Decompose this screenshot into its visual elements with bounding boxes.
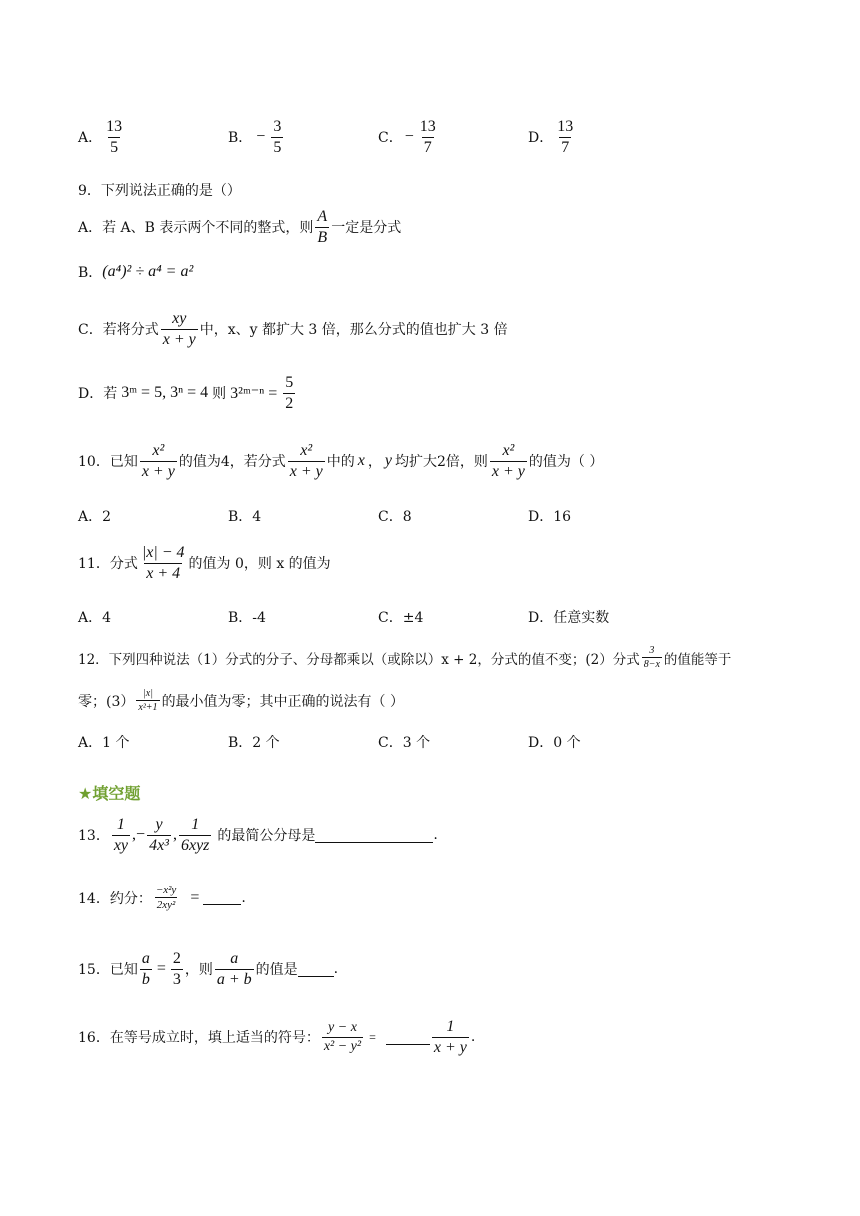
q9-option-d: D．若 3ᵐ = 5, 3ⁿ = 4 则 3²ᵐ⁻ⁿ = $\frac{5}{2}$: [78, 374, 294, 412]
fraction: $\frac{\text{−x²y}}{\text{2xy²}}$: [155, 884, 177, 912]
q9-option-a: A．若 A、B 表示两个不同的整式，则 $\frac{A}{B}$ 一定是分式: [78, 208, 402, 246]
q10-stem: 10．已知 $\frac{\text{x²}}{x + y}$ 的值为4，若分式 $\frac{\text{x²}}{x + y}$ 中的 x ， y 均扩大2倍，则 $\frac{\text{x²}}{x + y}$ 的值为（ ）: [78, 442, 604, 480]
answer-blank[interactable]: [315, 828, 433, 843]
fraction: $\frac{\text{x²}}{x + y}$: [289, 442, 323, 480]
q12-option-a: A．1 个: [78, 735, 130, 751]
q11-option-d: D．任意实数: [528, 610, 610, 626]
section-title: ★填空题: [78, 784, 141, 803]
q8-option-c: C． − $\frac{13}{7}$: [378, 118, 436, 156]
q11-option-c: C．±4: [378, 610, 424, 626]
fraction: $\frac{13}{7}$: [419, 118, 436, 156]
q16: 16．在等号成立时，填上适当的符号： $\frac{y - x}{\text{x² − y²}}$ = $\frac{1}{x + y}$ .: [78, 1018, 476, 1056]
q11-option-b: B．-4: [228, 610, 266, 626]
q12-option-c: C．3 个: [378, 735, 431, 751]
fraction: $\frac{3}{5}$: [273, 118, 282, 156]
fraction: $\frac{1}{\text{6xyz}}$: [180, 816, 210, 854]
q9-option-c: C．若将分式 $\frac{xy}{x + y}$ 中，x、y 都扩大 3 倍，那么分式的值也扩大 3 倍: [78, 310, 508, 348]
answer-blank[interactable]: [298, 962, 334, 977]
answer-blank[interactable]: [386, 1030, 430, 1045]
q8-option-b: B． − $\frac{3}{5}$: [228, 118, 282, 156]
q10-option-b: B．4: [228, 509, 262, 525]
fraction: $\frac{3}{8-x}$: [643, 645, 660, 670]
q12-option-d: D．0 个: [528, 735, 581, 751]
fraction: $\frac{\text{x²}}{x + y}$: [141, 442, 175, 480]
q12-stem-line2: 零；(3） $\frac{|x|}{\text{x²+1}}$ 的最小值为零；其中正确的说法有（ ）: [78, 688, 405, 713]
q9-option-b: B． (a⁴)² ÷ a⁴ = a²: [78, 263, 194, 281]
fraction: $\frac{A}{B}$: [317, 208, 328, 246]
fraction: $\frac{xy}{x + y}$: [162, 310, 196, 348]
q12-option-b: B．2 个: [228, 735, 280, 751]
q15: 15．已知 $\frac{a}{b}$ = $\frac{2}{3}$ ，则 $\frac{a}{a + b}$ 的值是 .: [78, 950, 339, 988]
fraction: $\frac{|x| - 4}{x + 4}$: [141, 544, 185, 582]
q11-option-a: A．4: [78, 610, 112, 626]
q14: 14．约分： $\frac{\text{−x²y}}{\text{2xy²}}$ = .: [78, 884, 246, 912]
fraction: $\frac{|x|}{\text{x²+1}}$: [138, 688, 158, 713]
fraction: $\frac{2}{3}$: [172, 950, 181, 988]
q10-option-c: C．8: [378, 509, 412, 525]
fraction: $\frac{a}{a + b}$: [216, 950, 252, 988]
fraction: $\frac{a}{b}$: [141, 950, 150, 988]
q11-stem: 11．分式 $\frac{|x| - 4}{x + 4}$ 的值为 0，则 x 的值为: [78, 544, 331, 582]
q13: 13． $\frac{1}{xy}$ ,− $\frac{y}{\text{4x³}}$ , $\frac{1}{\text{6xyz}}$ 的最简公分母是 .: [78, 816, 438, 854]
q10-option-d: D．16: [528, 509, 572, 525]
q9-stem: 9．下列说法正确的是（）: [78, 183, 241, 199]
fraction: $\frac{13}{5}$: [106, 118, 123, 156]
fraction: $\frac{1}{x + y}$: [433, 1018, 467, 1056]
q10-option-a: A．2: [78, 509, 112, 525]
fraction: $\frac{13}{7}$: [557, 118, 574, 156]
fraction: $\frac{1}{xy}$: [113, 816, 129, 854]
q12-stem-line1: 12．下列四种说法（1）分式的分子、分母都乘以（或除以）x + 2，分式的值不变；(2）分式 $\frac{3}{8-x}$ 的值能等于: [78, 645, 732, 670]
q8-option-d: D． $\frac{13}{7}$: [528, 118, 574, 156]
fraction: $\frac{y - x}{\text{x² − y²}}$: [323, 1020, 362, 1054]
fraction: $\frac{y}{\text{4x³}}$: [149, 816, 169, 854]
q8-option-a: A． $\frac{13}{5}$: [78, 118, 123, 156]
fraction: $\frac{\text{x²}}{x + y}$: [491, 442, 525, 480]
answer-blank[interactable]: [203, 890, 241, 905]
fraction: $\frac{5}{2}$: [285, 374, 294, 412]
